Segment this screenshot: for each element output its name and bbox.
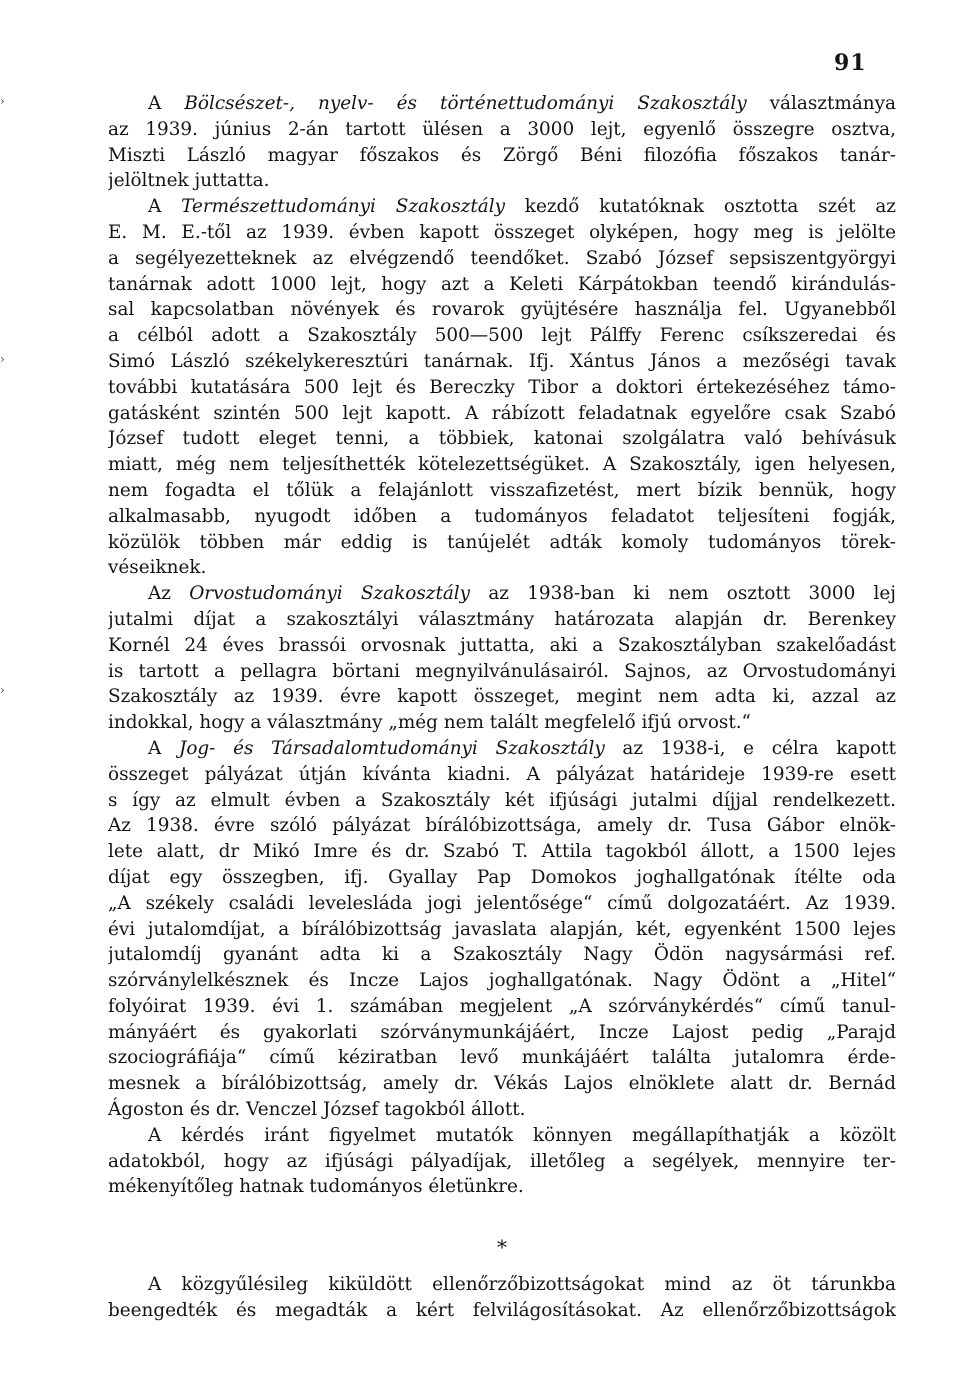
text-segment: kezdő kutatóknak osztotta szét az [504,196,896,218]
text-segment: Az [148,583,190,605]
text-segment: miatt, még nem teljesíthették kötelezettségüket. A Szakosztály, igen helyesen, [108,454,896,476]
text-segment: az 1938-i, e célra kapott [604,737,896,759]
text-line [108,194,896,220]
text-line [108,736,896,762]
text-line [108,297,896,323]
text-line [108,1020,896,1046]
text-line [108,1298,896,1324]
text-segment: jelöltnek juttatta. [108,170,270,192]
text-segment: összeget pályázat útján kívánta kiadni. A pályázat határideje 1939-re esett [108,763,896,785]
text-line [108,1272,896,1298]
text-line [108,917,896,943]
text-line [108,891,896,917]
text-line [108,426,896,452]
text-segment: sal kapcsolatban növények és rovarok gyüjtésére használja fel. Ugyanebből [108,299,896,321]
text-line [108,607,896,633]
text-line [108,401,896,427]
text-segment: is tartott a pellagra börtani megnyilvánulásairól. Sajnos, az Orvostudományi [108,660,896,682]
text-line [108,1149,896,1175]
margin-mark: › [0,352,5,366]
text-line [108,839,896,865]
text-line [108,659,896,685]
text-line [108,478,896,504]
text-segment: József tudott eleget tenni, a többiek, katonai szolgálatra való behívásuk [108,428,896,450]
italic-segment: Bölcsészet-, nyelv- és történettudományi Szakosztály [184,93,747,114]
text-segment: Simó László székelykeresztúri tanárnak. Ifj. Xántus János a mezőségi tavak [108,350,896,372]
text-line [108,1123,896,1149]
italic-segment: Orvostudományi Szakosztály [189,583,471,605]
text-segment: jutalmi díjat a szakosztályi választmány határozata alapján dr. Berenkey [108,608,896,630]
text-segment: folyóirat 1939. évi 1. számában megjelent „A szórványkérdés“ című tanul- [108,995,896,1017]
text-segment: mesnek a bírálóbizottság, amely dr. Vékás Lajos elnöklete alatt dr. Bernád [108,1073,896,1095]
text-segment: további kutatására 500 lejt és Bereczky Tibor a doktori értekezéséhez támo- [108,376,896,398]
text-line [108,1097,896,1123]
text-line [108,710,896,736]
text-segment: A [148,737,179,759]
text-segment: Az 1938. évre szóló pályázat bírálóbizottsága, amely dr. Tusa Gábor elnök- [108,815,896,837]
italic-segment: Természettudományi Szakosztály [181,196,505,218]
text-segment: A [148,93,185,114]
text-line [108,530,896,556]
text-line [108,942,896,968]
text-segment: indokkal, hogy a választmány „még nem talált megfelelő ifjú orvost.“ [108,712,751,734]
text-segment: az 1939. június 2-án tartott ülésen a 3000 lejt, egyenlő összegre osztva, [108,118,896,140]
page-number: 91 [834,50,867,76]
text-segment: Szakosztály az 1939. évre kapott összeget, megint nem adta ki, azzal az [108,686,896,708]
text-line [108,1071,896,1097]
text-line [108,504,896,530]
text-line [108,684,896,710]
text-segment: választmánya [746,93,896,114]
text-segment: gatásként szintén 500 lejt kapott. A rábízott feladatnak egyelőre csak Szabó [108,402,896,424]
text-segment: * [497,1235,507,1260]
text-line [108,762,896,788]
text-segment: A kérdés iránt figyelmet mutatók könnyen megállapíthatják a közölt [148,1124,896,1146]
text-line [108,349,896,375]
margin-mark: › [0,683,5,697]
text-segment: véseiknek. [108,557,207,579]
text-line [108,1174,896,1200]
document-body [108,91,896,1324]
text-line [108,168,896,194]
text-segment: „A székely családi levelesláda jogi jelentősége“ című dolgozatáért. Az 1939. [108,892,896,914]
text-segment: A [148,196,182,218]
text-segment: lete alatt, dr Mikó Imre és dr. Szabó T. Attila tagokból állott, a 1500 lejes [108,841,896,863]
text-segment: mékenyítőleg hatnak tudományos életünkre. [108,1176,524,1198]
text-line [108,375,896,401]
text-line [108,633,896,659]
text-line [108,272,896,298]
text-line [108,968,896,994]
text-segment: alkalmasabb, nyugodt időben a tudományos feladatot teljesíteni fogják, [108,505,896,527]
text-segment: tanárnak adott 1000 lejt, hogy azt a Keleti Kárpátokban teendő kirándulás- [108,273,896,295]
text-segment: Ágoston és dr. Venczel József tagokból állott. [108,1099,526,1121]
text-line [108,143,896,169]
text-line [108,452,896,478]
text-segment: a segélyezetteknek az elvégzendő teendőket. Szabó József sepsiszentgyörgyi [108,247,896,269]
text-segment: Miszti László magyar főszakos és Zörgő Béni filozófia főszakos tanár- [108,144,896,166]
text-line [108,220,896,246]
text-segment: szociográfiája“ című kéziratban levő munkájáért találta jutalomra érde- [108,1047,896,1069]
section-separator [108,1222,896,1272]
text-segment: szórványlelkésznek és Incze Lajos joghallgatónak. Nagy Ödönt a „Hitel“ [108,970,896,992]
text-segment: s így az elmult évben a Szakosztály két ifjúsági jutalmi díjjal rendelkezett. [108,789,896,811]
text-segment: A közgyűlésileg kiküldött ellenőrzőbizottságokat mind az öt tárunkba [148,1274,896,1296]
text-line [108,813,896,839]
text-line [108,581,896,607]
text-segment: az 1938-ban ki nem osztott 3000 lej [470,583,896,605]
text-segment: adatokból, hogy az ifjúsági pályadíjak, illetőleg a segélyek, mennyire ter- [108,1150,896,1172]
text-line [108,91,896,117]
text-segment: díjat egy összegben, ifj. Gyallay Pap Domokos joghallgatónak ítélte oda [108,866,896,888]
text-line [108,788,896,814]
text-segment: nem fogadta el tőlük a felajánlott visszafizetést, mert bízik bennük, hogy [108,479,896,501]
text-segment: a célból adott a Szakosztály 500—500 lejt Pálffy Ferenc csíkszeredai és [108,325,896,347]
text-line [108,555,896,581]
text-segment: beengedték és megadták a kért felvilágosításokat. Az ellenőrzőbizottságok [108,1300,896,1322]
text-segment: közülök többen már eddig is tanújelét adták komoly tudományos törek- [108,531,896,553]
text-segment: évi jutalomdíjat, a bírálóbizottság javaslata alapján, két, egyenként 1500 lejes [108,918,896,940]
text-segment: Kornél 24 éves brassói orvosnak juttatta, aki a Szakosztályban szakelőadást [108,634,896,656]
text-line [108,865,896,891]
italic-segment: Jog- és Társadalomtudományi Szakosztály [178,737,605,759]
text-segment: mányáért és gyakorlati szórványmunkájáért, Incze Lajost pedig „Parajd [108,1021,896,1043]
text-segment: jutalomdíj gyanánt adta ki a Szakosztály Nagy Ödön nagysármási ref. [108,944,896,966]
text-line [108,994,896,1020]
margin-mark: › [0,94,5,108]
text-line [108,1045,896,1071]
text-line [108,323,896,349]
text-line [108,117,896,143]
text-segment: E. M. E.-től az 1939. évben kapott összeget olyképen, hogy meg is jelölte [108,221,896,243]
text-line [108,246,896,272]
